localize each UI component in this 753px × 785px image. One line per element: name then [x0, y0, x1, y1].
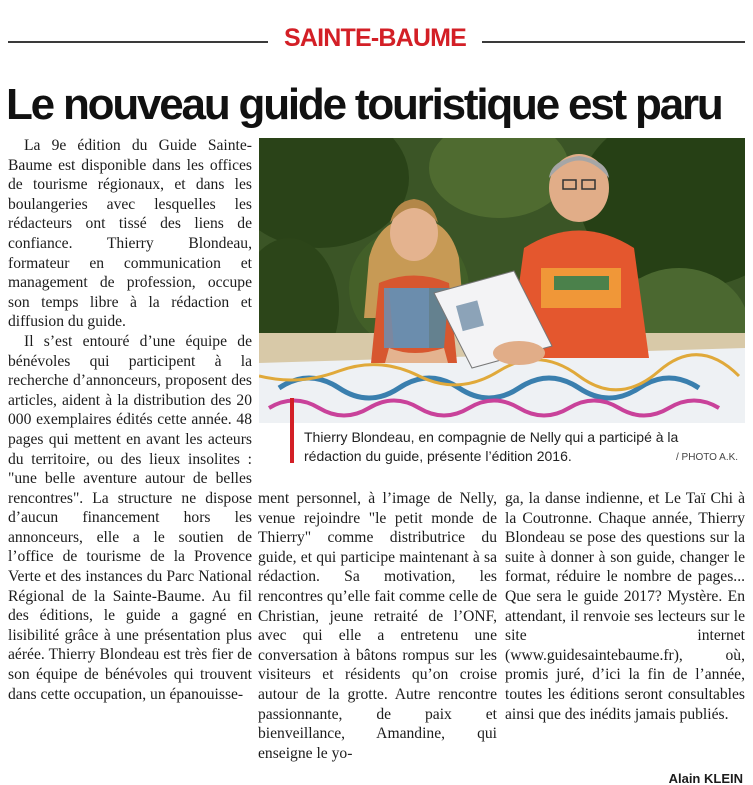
rubric-rule-left: [8, 41, 268, 43]
column-3: [505, 489, 745, 724]
section-label: SAINTE-BAUME: [283, 24, 467, 52]
author-signature: Alain KLEIN: [668, 771, 743, 785]
col2-paragraph-1: ment personnel, à l’image de Nelly, venue rejoindre "le petit monde de Thierry" comme distributrice du guide, et qui participe maintenant à sa rédaction. Sa motivation, les rencontres qu’elle fait comme celle de Christian, jeune retraité de l’ONF, avec qui elle a entretenu une conversation à bâtons rompus sur les visiteurs et résidents qu’on croise autour de la grotte. Autre rencontre passionnante, de paix et bienveillance, Amandine, qui enseigne le yo-: [258, 490, 497, 762]
col3-paragraph-1: ga, la danse indienne, et Le Taï Chi à la Coutronne. Chaque année, Thierry Blondeau se pose des questions sur la suite à donner à son guide, changer le format, réduire le nombre de pages... Que sera le guide 2017? Mystère. En attendant, il renvoie ses lecteurs sur le site internet (www.guidesaintebaume.fr), où, promis juré, d’ici la fin de l’année, toutes les éditions seront consultables ainsi que des inédits jamais publiés.: [505, 490, 745, 723]
column-2: [258, 489, 497, 763]
photo-caption: [304, 428, 734, 466]
caption-line-2: rédaction du guide, présente l’édition 2016.: [304, 448, 572, 464]
col1-paragraph-2: Il s’est entouré d’une équipe de bénévoles qui participent à la recherche d’annonceurs, proposent des articles, aident à la distribution des 20 000 exemplaires édités cette année. 48 pages qui mettent en avant les acteurs du territoire, ou des lieux insolites : "une belle aventure autour de belles rencontres". La structure ne dispose d’aucun financement hors les annonceurs, elle a le soutien de l’office de tourisme de la Provence Verte et des instances du Parc National Régional de la Sainte-Baume. Au fil des éditions, le guide a gagné en lisibilité grâce à une présentation plus aérée. Thierry Blondeau est très fier de son équipe de bénévoles qui trouvent dans cette occupation, un épanouisse-: [8, 332, 252, 703]
column-1: [8, 136, 252, 704]
headline: Le nouveau guide touristique est paru: [6, 80, 722, 129]
photo: [259, 138, 745, 423]
photo-credit: / PHOTO A.K.: [676, 452, 739, 463]
col1-paragraph-1: La 9e édition du Guide Sainte-Baume est disponible dans les offices de tourisme régionaux, et dans les boulangeries avec lesquelles les rédacteurs ont tissé des liens de confiance. Thierry Blondeau, formateur en communication et management de profession, occupe son temps libre à la rédaction et diffusion du guide.: [8, 137, 252, 331]
caption-line-1: Thierry Blondeau, en compagnie de Nelly qui a participé à la: [304, 429, 679, 445]
rubric-rule-right: [482, 41, 745, 43]
caption-accent-bar: [290, 398, 294, 463]
